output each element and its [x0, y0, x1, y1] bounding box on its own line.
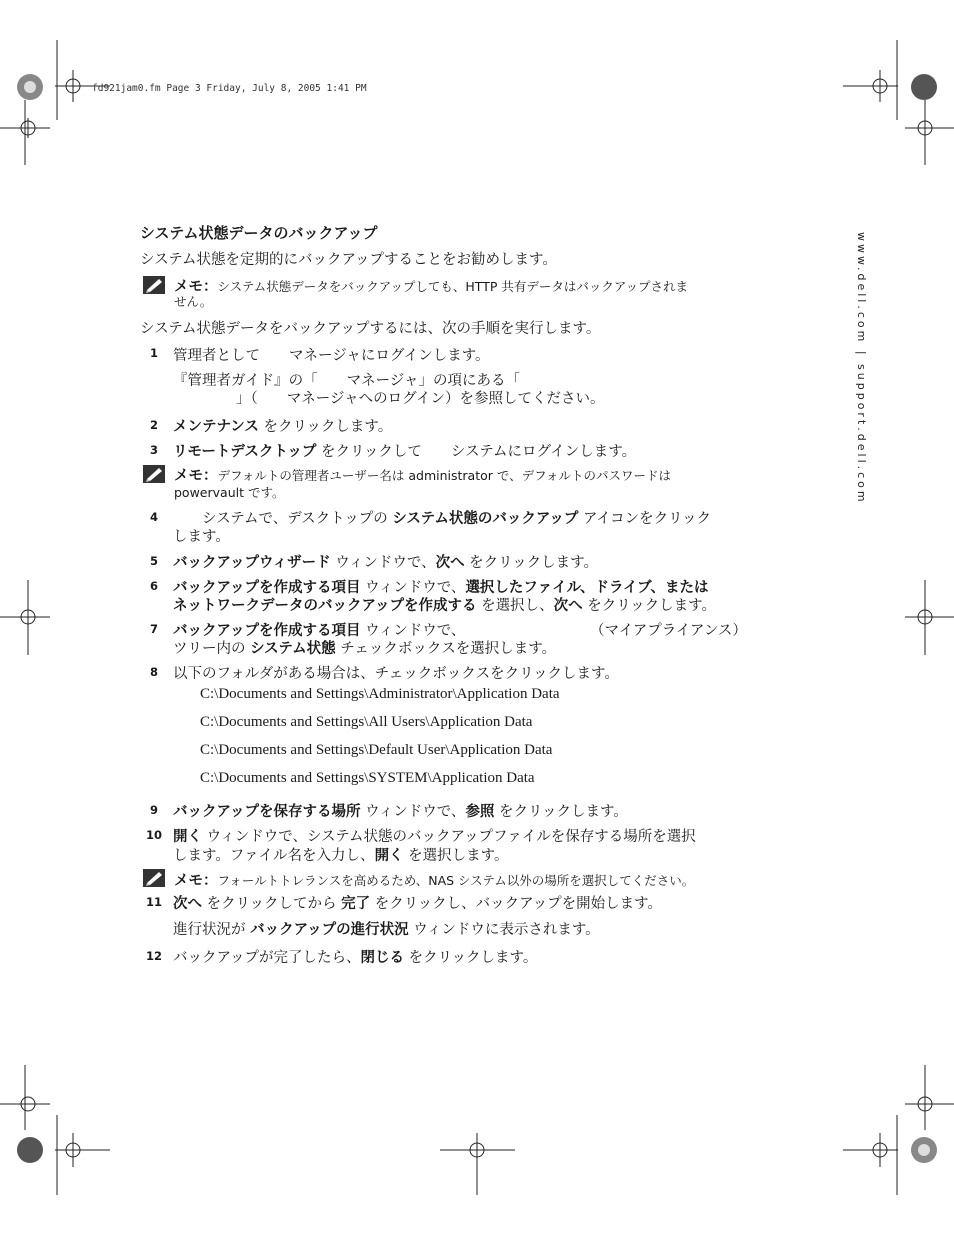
step4-bold: システム状態のバックアップ [392, 511, 579, 527]
intro-text: システム状態を定期的にバックアップすることをお勧めします。 [140, 252, 557, 268]
step-number: 2 [150, 418, 159, 432]
step11-sub [173, 918, 600, 939]
step2-bold: メンテナンス [173, 419, 259, 435]
step1-text: 管理者として マネージャにログインします。 [173, 348, 490, 364]
step10-line2b: を選択します。 [403, 848, 509, 864]
step-number: 11 [146, 895, 163, 909]
step3-rest: をクリックして システムにログインします。 [316, 444, 637, 460]
step4-rest: アイコンをクリック [578, 511, 712, 527]
step7-line2a: ツリー内の [173, 641, 251, 657]
step2-text [173, 415, 392, 436]
step7-line2b: チェックボックスを選択します。 [335, 641, 557, 657]
step3-bold: リモートデスクトップ [173, 444, 317, 460]
note-pencil-icon [143, 276, 165, 294]
note3-text: フォールトトレランスを高めるため、NAS システム以外の場所を選択してください。 [217, 873, 695, 888]
step5-mid: ウィンドウで、 [330, 555, 436, 571]
folder-path: C:\Documents and Settings\All Users\Application Data [200, 714, 533, 730]
note2-text-1: デフォルトの管理者ユーザー名は administrator で、デフォルトのパスワードは [217, 468, 671, 483]
step11-rest: をクリックし、バックアップを開始します。 [370, 896, 662, 912]
step11-bold1: 次へ [173, 896, 202, 912]
step6-mid: ウィンドウで、 [360, 580, 466, 596]
step8-text: 以下のフォルダがある場合は、チェックボックスをクリックします。 [173, 666, 619, 682]
step7-line2 [173, 637, 556, 658]
section-title: システム状態データのバックアップ [140, 224, 378, 242]
step11-text [173, 892, 662, 913]
file-info-header: fd921jam0.fm Page 3 Friday, July 8, 2005 1:41 PM [92, 83, 367, 94]
step7-mid: ウィンドウで、 [360, 623, 466, 639]
step1-sub1: 『管理者ガイド』の「 マネージャ」の項にある「 [173, 373, 520, 389]
note2-text-2: powervault です。 [174, 485, 285, 500]
note1-label: メモ： [174, 279, 218, 295]
step2-rest: をクリックします。 [258, 419, 393, 435]
step11-sub-rest: ウィンドウに表示されます。 [408, 922, 600, 938]
step10-text [173, 825, 696, 846]
step6-mid2: を選択し、 [476, 598, 554, 614]
step5-bold1: バックアップウィザード [173, 555, 331, 571]
note-pencil-icon [143, 465, 165, 483]
step-number: 7 [150, 622, 159, 636]
note2 [174, 464, 671, 485]
step11-sub-bold: バックアップの進行状況 [250, 922, 409, 938]
note3-label: メモ： [174, 873, 218, 889]
note2-label: メモ： [174, 468, 218, 484]
step12-text [173, 946, 537, 967]
step9-rest: をクリックします。 [494, 804, 628, 820]
step11-bold2: 完了 [341, 896, 371, 912]
step11-sub-pre: 進行状況が [173, 922, 251, 938]
note1 [174, 275, 688, 296]
step9-text [173, 800, 628, 821]
step-number: 6 [150, 579, 159, 593]
step6-rest: をクリックします。 [582, 598, 716, 614]
step5-text [173, 551, 598, 572]
folder-path: C:\Documents and Settings\Administrator\Application Data [200, 686, 560, 702]
step4-text [173, 507, 711, 528]
step10-rest1: ウィンドウで、システム状態のバックアップファイルを保存する場所を選択 [202, 829, 696, 845]
note-pencil-icon [143, 869, 165, 887]
side-url: www.dell.com | support.dell.com [855, 232, 868, 505]
step3-text [173, 440, 636, 461]
note1-text-1: システム状態データをバックアップしても、HTTP 共有データはバックアップされま [217, 279, 688, 294]
note1-text-2: せん。 [174, 294, 213, 309]
step11-mid: をクリックしてから [202, 896, 342, 912]
step4-line2: します。 [173, 529, 230, 545]
step6-line2 [173, 594, 716, 615]
step5-rest: をクリックします。 [464, 555, 598, 571]
step-number: 8 [150, 665, 159, 679]
step7-tail: （マイアプライアンス） [590, 623, 747, 639]
step-number: 12 [146, 949, 163, 963]
step7-bold2: システム状態 [250, 641, 336, 657]
step-number: 4 [150, 510, 159, 524]
step-number: 3 [150, 443, 159, 457]
step10-line2 [173, 844, 509, 865]
step4-pre: システムで、デスクトップの [173, 511, 393, 527]
step9-bold1: バックアップを保存する場所 [173, 804, 361, 820]
step9-mid: ウィンドウで、 [360, 804, 466, 820]
step-number: 5 [150, 554, 159, 568]
note3 [174, 869, 694, 890]
step7-bold1: バックアップを作成する項目 [173, 623, 361, 639]
step6-bold2: 選択したファイル、ドライブ、または [465, 580, 709, 596]
lead-text: システム状態データをバックアップするには、次の手順を実行します。 [140, 321, 601, 337]
step10-line2a: します。ファイル名を入力し、 [173, 848, 375, 864]
step12-pre: バックアップが完了したら、 [173, 950, 361, 966]
step5-bold2: 次へ [435, 555, 465, 571]
step-number: 9 [150, 803, 159, 817]
folder-path: C:\Documents and Settings\SYSTEM\Application Data [200, 770, 535, 786]
step6-bold4: 次へ [553, 598, 583, 614]
folder-path: C:\Documents and Settings\Default User\Application Data [200, 742, 553, 758]
step9-bold2: 参照 [465, 804, 495, 820]
step6-bold3: ネットワークデータのバックアップを作成する [173, 598, 477, 614]
step12-bold: 閉じる [360, 950, 404, 966]
step10-bold2: 開く [374, 848, 404, 864]
step-number: 1 [150, 346, 159, 360]
step6-bold1: バックアップを作成する項目 [173, 580, 361, 596]
step-number: 10 [146, 828, 163, 842]
step10-bold1: 開く [173, 829, 202, 845]
step1-sub2: 」（ マネージャへのログイン）を参照してください。 [236, 391, 605, 407]
step12-rest: をクリックします。 [403, 950, 538, 966]
